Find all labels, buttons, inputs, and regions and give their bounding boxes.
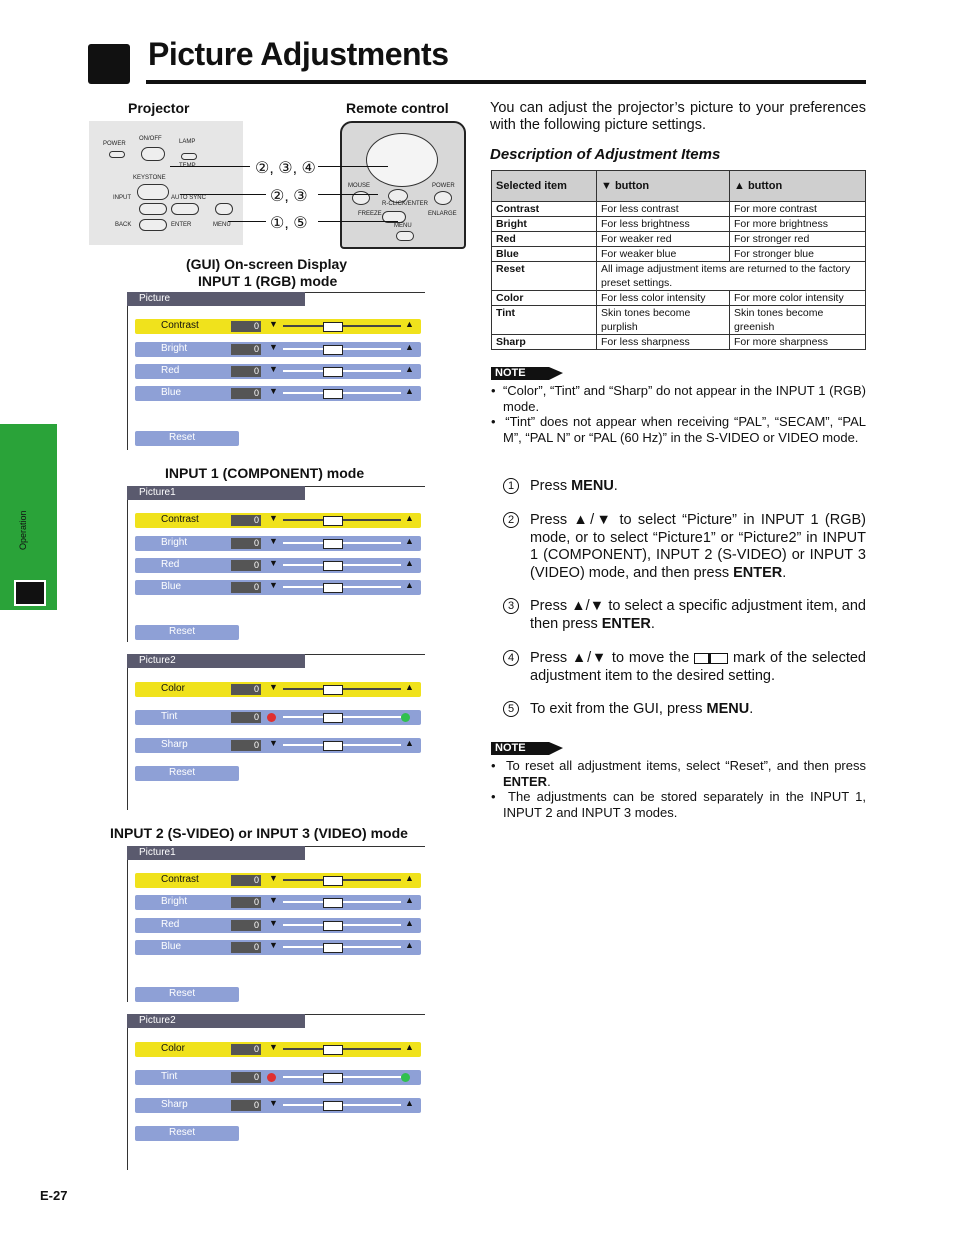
- reset-label: Reset: [169, 767, 196, 778]
- step-text: .: [782, 564, 787, 581]
- osd-border: [127, 306, 128, 450]
- table-cell: Red: [492, 232, 597, 247]
- gui-label-2: INPUT 1 (RGB) mode: [198, 273, 338, 289]
- callout-line-5: [318, 194, 378, 195]
- osd-title: Picture1: [139, 487, 176, 498]
- section-tab-label: Operation: [18, 510, 28, 550]
- row-value: 0: [231, 538, 261, 549]
- page-title: Picture Adjustments: [148, 36, 449, 72]
- down-arrow-icon[interactable]: ▼: [269, 1042, 278, 1052]
- row-label: Blue: [161, 387, 182, 398]
- table-cell: For less color intensity: [597, 291, 730, 306]
- remote-mouse-label: MOUSE: [348, 183, 371, 189]
- down-arrow-icon[interactable]: ▼: [269, 536, 278, 546]
- table-row: [492, 306, 866, 335]
- slider-mark[interactable]: [323, 367, 343, 377]
- remote-label: Remote control: [346, 100, 449, 116]
- osd-row-contrast[interactable]: [135, 873, 421, 888]
- osd-rule: [305, 846, 425, 847]
- down-arrow-icon[interactable]: ▼: [269, 364, 278, 374]
- table-cell: Color: [492, 291, 597, 306]
- slider-mark[interactable]: [323, 685, 343, 695]
- osd-rgb: [127, 292, 425, 450]
- step-bold: ENTER: [601, 615, 651, 632]
- up-arrow-icon[interactable]: ▲: [405, 1098, 414, 1108]
- row-value: 0: [231, 1044, 261, 1055]
- green-dot-icon[interactable]: [401, 1073, 410, 1082]
- row-value: 0: [231, 740, 261, 751]
- callout-line-4: [318, 166, 388, 167]
- down-arrow-icon[interactable]: ▼: [269, 918, 278, 928]
- up-arrow-icon[interactable]: ▲: [405, 682, 414, 692]
- osd-row-tint[interactable]: [135, 710, 421, 725]
- table-cell: For less sharpness: [597, 335, 730, 350]
- osd-row-red[interactable]: [135, 558, 421, 573]
- step-2: [503, 512, 866, 582]
- osd-svideo-1: [127, 846, 425, 1002]
- row-value: 0: [231, 560, 261, 571]
- back-label: BACK: [115, 222, 132, 228]
- row-value: 0: [231, 1072, 261, 1083]
- enter-label: ENTER: [171, 222, 192, 228]
- description-heading: Description of Adjustment Items: [490, 146, 721, 163]
- title-rule: [146, 80, 866, 84]
- osd-svideo-2: [127, 1014, 425, 1170]
- table-row: [492, 217, 866, 232]
- reset-label: Reset: [169, 1127, 196, 1138]
- row-label: Red: [161, 559, 180, 570]
- projector-icon: [88, 44, 130, 84]
- step-5: [503, 701, 866, 719]
- table-cell: Sharp: [492, 335, 597, 350]
- adjustment-table: [491, 170, 866, 350]
- down-arrow-icon[interactable]: ▼: [269, 682, 278, 692]
- down-arrow-icon[interactable]: ▼: [269, 319, 278, 329]
- osd-title-bar: [127, 846, 305, 860]
- keystone-button[interactable]: [137, 184, 169, 200]
- down-arrow-icon[interactable]: ▼: [269, 580, 278, 590]
- table-cell: For weaker blue: [597, 247, 730, 262]
- component-label: INPUT 1 (COMPONENT) mode: [165, 465, 365, 481]
- osd-row-blue[interactable]: [135, 940, 421, 955]
- table-cell: For less contrast: [597, 202, 730, 217]
- osd-row-color[interactable]: [135, 1042, 421, 1057]
- osd-reset-button[interactable]: [135, 1126, 239, 1141]
- table-row: [492, 247, 866, 262]
- table-row: [492, 232, 866, 247]
- step-text: Press ▲/▼ to select a specific adjustment item, and then press: [530, 598, 866, 632]
- row-label: Bright: [161, 896, 188, 907]
- up-arrow-icon[interactable]: ▲: [405, 580, 414, 590]
- remote-pad[interactable]: [366, 133, 438, 187]
- row-label: Sharp: [161, 739, 188, 750]
- row-value: 0: [231, 344, 261, 355]
- remote-enlarge-label: ENLARGE: [428, 211, 457, 217]
- row-value: 0: [231, 875, 261, 886]
- note-item-bold: ENTER: [503, 773, 548, 789]
- step-number: 5: [503, 701, 519, 717]
- red-dot-icon[interactable]: [267, 713, 276, 722]
- slider-mark[interactable]: [323, 345, 343, 355]
- table-cell: Reset: [492, 262, 597, 291]
- osd-reset-button[interactable]: [135, 766, 239, 781]
- svideo-label: INPUT 2 (S-VIDEO) or INPUT 3 (VIDEO) mode: [110, 825, 408, 841]
- slider-mark[interactable]: [323, 741, 343, 751]
- keystone-label: KEYSTONE: [133, 175, 166, 181]
- note-item-text: The adjustments can be stored separately in the INPUT 1, INPUT 2 and INPUT 3 modes.: [503, 789, 866, 820]
- down-arrow-icon[interactable]: ▼: [269, 342, 278, 352]
- on-off-button[interactable]: [141, 147, 165, 161]
- table-cell: For less brightness: [597, 217, 730, 232]
- power-label: POWER: [103, 141, 126, 147]
- osd-title: Picture: [139, 293, 171, 304]
- table-cell: For more brightness: [730, 217, 866, 232]
- row-label: Red: [161, 365, 180, 376]
- up-arrow-icon[interactable]: ▲: [405, 1042, 414, 1052]
- table-cell: All image adjustment items are returned to the factory preset settings.: [597, 262, 866, 291]
- row-label: Contrast: [161, 320, 199, 331]
- up-arrow-icon[interactable]: ▲: [405, 873, 414, 883]
- step-text: Press: [530, 478, 572, 494]
- down-arrow-icon[interactable]: ▼: [269, 738, 278, 748]
- remote-rclick-label: R-CLICK/ENTER: [382, 201, 429, 207]
- slider-mark[interactable]: [323, 943, 343, 953]
- osd-component-2: [127, 654, 425, 810]
- up-arrow-icon[interactable]: ▲: [405, 895, 414, 905]
- note-item-text: To reset all adjustment items, select “Reset”, and then press: [506, 758, 866, 773]
- down-arrow-icon[interactable]: ▼: [269, 873, 278, 883]
- input-label: INPUT: [113, 195, 131, 201]
- osd-border: [127, 500, 128, 642]
- table-cell: For stronger blue: [730, 247, 866, 262]
- up-arrow-icon[interactable]: ▲: [405, 558, 414, 568]
- remote-power-button[interactable]: [434, 191, 452, 205]
- up-arrow-icon[interactable]: ▲: [405, 918, 414, 928]
- slider-mark[interactable]: [323, 1101, 343, 1111]
- projector-panel: [89, 121, 243, 245]
- row-value: 0: [231, 388, 261, 399]
- note-badge-2: NOTE: [491, 742, 549, 755]
- row-label: Color: [161, 683, 185, 694]
- down-arrow-icon[interactable]: ▼: [269, 386, 278, 396]
- osd-reset-button[interactable]: [135, 431, 239, 446]
- up-arrow-icon[interactable]: ▲: [405, 342, 414, 352]
- auto-sync-label: AUTO SYNC: [171, 195, 206, 201]
- back-arrow-button[interactable]: [139, 219, 167, 231]
- step-number: 1: [503, 478, 519, 494]
- slider-mark[interactable]: [323, 713, 343, 723]
- row-value: 0: [231, 1100, 261, 1111]
- row-value: 0: [231, 920, 261, 931]
- osd-row-contrast[interactable]: [135, 513, 421, 528]
- slider-mark[interactable]: [323, 516, 343, 526]
- row-label: Tint: [161, 711, 178, 722]
- table-cell: For more color intensity: [730, 291, 866, 306]
- step-text: .: [650, 615, 655, 632]
- osd-component-1: [127, 486, 425, 642]
- slider-mark[interactable]: [323, 921, 343, 931]
- table-row: [492, 335, 866, 350]
- step-text: mark of the selected adjustment item to the desired setting.: [530, 650, 866, 684]
- osd-row-blue[interactable]: [135, 580, 421, 595]
- up-arrow-icon[interactable]: ▲: [405, 940, 414, 950]
- enter-button[interactable]: [171, 203, 199, 215]
- table-header: ▼ button: [597, 171, 730, 202]
- osd-row-sharp[interactable]: [135, 1098, 421, 1113]
- down-arrow-icon[interactable]: ▼: [269, 940, 278, 950]
- on-off-label: ON/OFF: [139, 136, 162, 142]
- remote-power-label: POWER: [432, 183, 455, 189]
- callout-23: ②, ③: [270, 188, 308, 205]
- up-arrow-icon[interactable]: ▲: [405, 536, 414, 546]
- lamp-label: LAMP: [179, 139, 196, 145]
- row-label: Contrast: [161, 514, 199, 525]
- osd-reset-button[interactable]: [135, 625, 239, 640]
- note-2: [491, 758, 866, 820]
- slider-mark[interactable]: [323, 539, 343, 549]
- row-value: 0: [231, 942, 261, 953]
- osd-row-sharp[interactable]: [135, 738, 421, 753]
- osd-row-tint[interactable]: [135, 1070, 421, 1085]
- remote-menu-button[interactable]: [396, 231, 414, 241]
- note-item-text: .: [547, 773, 551, 789]
- up-arrow-icon[interactable]: ▲: [405, 319, 414, 329]
- up-arrow-icon[interactable]: ▲: [405, 513, 414, 523]
- power-indicator: [109, 151, 125, 158]
- up-arrow-icon[interactable]: ▲: [405, 364, 414, 374]
- osd-rule: [305, 1014, 425, 1015]
- section-tab-icon: [14, 580, 46, 606]
- slider-mark[interactable]: [323, 1073, 343, 1083]
- row-label: Sharp: [161, 1099, 188, 1110]
- step-number: 4: [503, 650, 519, 666]
- osd-rule: [305, 654, 425, 655]
- row-value: 0: [231, 515, 261, 526]
- table-header: ▲ button: [730, 171, 866, 202]
- osd-row-bright[interactable]: [135, 536, 421, 551]
- callout-line-6: [318, 221, 398, 222]
- slider-mark-icon: [694, 653, 728, 664]
- down-arrow-icon[interactable]: ▼: [269, 558, 278, 568]
- gui-label-1: (GUI) On-screen Display: [186, 256, 348, 272]
- note-item-text: “Tint” does not appear when receiving “PAL”, “SECAM”, “PAL M”, “PAL N” or “PAL (60 Hz)” in the S-VIDEO or VIDEO mode.: [503, 414, 866, 445]
- down-arrow-icon[interactable]: ▼: [269, 895, 278, 905]
- note-item: • “Color”, “Tint” and “Sharp” do not appear in the INPUT 1 (RGB) mode.: [491, 383, 866, 414]
- slider-mark[interactable]: [323, 1045, 343, 1055]
- osd-title-bar: [127, 292, 305, 306]
- note-item: • The adjustments can be stored separately in the INPUT 1, INPUT 2 and INPUT 3 modes.: [491, 789, 866, 820]
- note-item: • “Tint” does not appear when receiving “PAL”, “SECAM”, “PAL M”, “PAL N” or “PAL (60 Hz)” in the S-VIDEO or VIDEO mode.: [491, 414, 866, 445]
- osd-title-bar: [127, 486, 305, 500]
- step-bold: MENU: [706, 701, 750, 717]
- osd-title-bar: [127, 1014, 305, 1028]
- osd-row-bright[interactable]: [135, 342, 421, 357]
- slider-mark[interactable]: [323, 876, 343, 886]
- row-label: Blue: [161, 581, 182, 592]
- note-item: • To reset all adjustment items, select “Reset”, and then press ENTER.: [491, 758, 866, 789]
- step-3: [503, 598, 866, 633]
- step-text: Press ▲/▼ to move the: [530, 650, 695, 666]
- remote-menu-label: MENU: [394, 223, 412, 229]
- row-label: Bright: [161, 537, 188, 548]
- osd-row-bright[interactable]: [135, 895, 421, 910]
- callout-15: ①, ⑤: [270, 215, 308, 232]
- row-label: Color: [161, 1043, 185, 1054]
- osd-row-red[interactable]: [135, 918, 421, 933]
- osd-row-blue[interactable]: [135, 386, 421, 401]
- osd-border: [127, 860, 128, 1002]
- step-4: [503, 650, 866, 685]
- row-label: Tint: [161, 1071, 178, 1082]
- row-value: 0: [231, 712, 261, 723]
- step-text: .: [613, 478, 618, 494]
- down-arrow-icon[interactable]: ▼: [269, 1098, 278, 1108]
- reset-label: Reset: [169, 432, 196, 443]
- osd-border: [127, 668, 128, 810]
- step-bold: ENTER: [733, 564, 783, 581]
- callout-line-3: [228, 221, 266, 222]
- note-badge-1: NOTE: [491, 367, 549, 380]
- osd-title: Picture1: [139, 847, 176, 858]
- reset-label: Reset: [169, 988, 196, 999]
- callout-234: ②, ③, ④: [255, 160, 316, 177]
- row-value: 0: [231, 684, 261, 695]
- table-cell: For stronger red: [730, 232, 866, 247]
- up-arrow-icon[interactable]: ▲: [405, 738, 414, 748]
- osd-reset-button[interactable]: [135, 987, 239, 1002]
- row-label: Contrast: [161, 874, 199, 885]
- slider-mark[interactable]: [323, 898, 343, 908]
- menu-button[interactable]: [215, 203, 233, 215]
- step-text: .: [749, 701, 754, 717]
- table-row: [492, 262, 866, 291]
- green-dot-icon[interactable]: [401, 713, 410, 722]
- osd-row-contrast[interactable]: [135, 319, 421, 334]
- osd-title: Picture2: [139, 655, 176, 666]
- step-number: 3: [503, 598, 519, 614]
- table-cell: For weaker red: [597, 232, 730, 247]
- slider-mark[interactable]: [323, 561, 343, 571]
- callout-line-2: [180, 194, 266, 195]
- row-label: Blue: [161, 941, 182, 952]
- menu-label: MENU: [213, 222, 231, 228]
- table-cell: Tint: [492, 306, 597, 335]
- intro-paragraph: You can adjust the projector’s picture to your preferences with the following picture settings.: [490, 100, 866, 133]
- slider-mark[interactable]: [323, 322, 343, 332]
- step-1: [503, 478, 866, 496]
- table-header: Selected item: [492, 171, 597, 202]
- projector-label: Projector: [128, 100, 190, 116]
- osd-row-color[interactable]: [135, 682, 421, 697]
- osd-row-red[interactable]: [135, 364, 421, 379]
- note-1: [491, 383, 866, 445]
- up-arrow-icon[interactable]: ▲: [405, 386, 414, 396]
- slider-mark[interactable]: [323, 583, 343, 593]
- remote-control: [340, 121, 466, 249]
- row-value: 0: [231, 897, 261, 908]
- back-button[interactable]: [139, 203, 167, 215]
- row-label: Red: [161, 919, 180, 930]
- row-value: 0: [231, 582, 261, 593]
- osd-title: Picture2: [139, 1015, 176, 1026]
- osd-rule: [305, 486, 425, 487]
- osd-title-bar: [127, 654, 305, 668]
- table-cell: For more contrast: [730, 202, 866, 217]
- row-value: 0: [231, 366, 261, 377]
- down-arrow-icon[interactable]: ▼: [269, 513, 278, 523]
- table-row: [492, 202, 866, 217]
- row-label: Bright: [161, 343, 188, 354]
- table-cell: Skin tones become purplish: [597, 306, 730, 335]
- table-cell: Contrast: [492, 202, 597, 217]
- red-dot-icon[interactable]: [267, 1073, 276, 1082]
- step-text: Press ▲/▼ to select “Picture” in INPUT 1 (RGB) mode, or to select “Picture1” or “Picture2” in INPUT 1 (COMPONENT), INPUT 2 (S-VIDEO) or INPUT 3 (VIDEO) mode, and then press: [530, 512, 866, 581]
- table-cell: Bright: [492, 217, 597, 232]
- table-cell: For more sharpness: [730, 335, 866, 350]
- row-value: 0: [231, 321, 261, 332]
- step-text: To exit from the GUI, press: [530, 701, 707, 717]
- slider-mark[interactable]: [323, 389, 343, 399]
- callout-line-1: [170, 166, 250, 167]
- note-item-text: “Color”, “Tint” and “Sharp” do not appear in the INPUT 1 (RGB) mode.: [502, 383, 866, 414]
- osd-border: [127, 1028, 128, 1170]
- page-number: E-27: [40, 1188, 68, 1203]
- reset-label: Reset: [169, 626, 196, 637]
- osd-rule: [305, 292, 425, 293]
- lamp-indicator: [181, 153, 197, 160]
- remote-freeze-label: FREEZE: [358, 211, 382, 217]
- step-number: 2: [503, 512, 519, 528]
- table-cell: Skin tones become greenish: [730, 306, 866, 335]
- step-bold: MENU: [571, 478, 614, 494]
- table-row: [492, 291, 866, 306]
- table-cell: Blue: [492, 247, 597, 262]
